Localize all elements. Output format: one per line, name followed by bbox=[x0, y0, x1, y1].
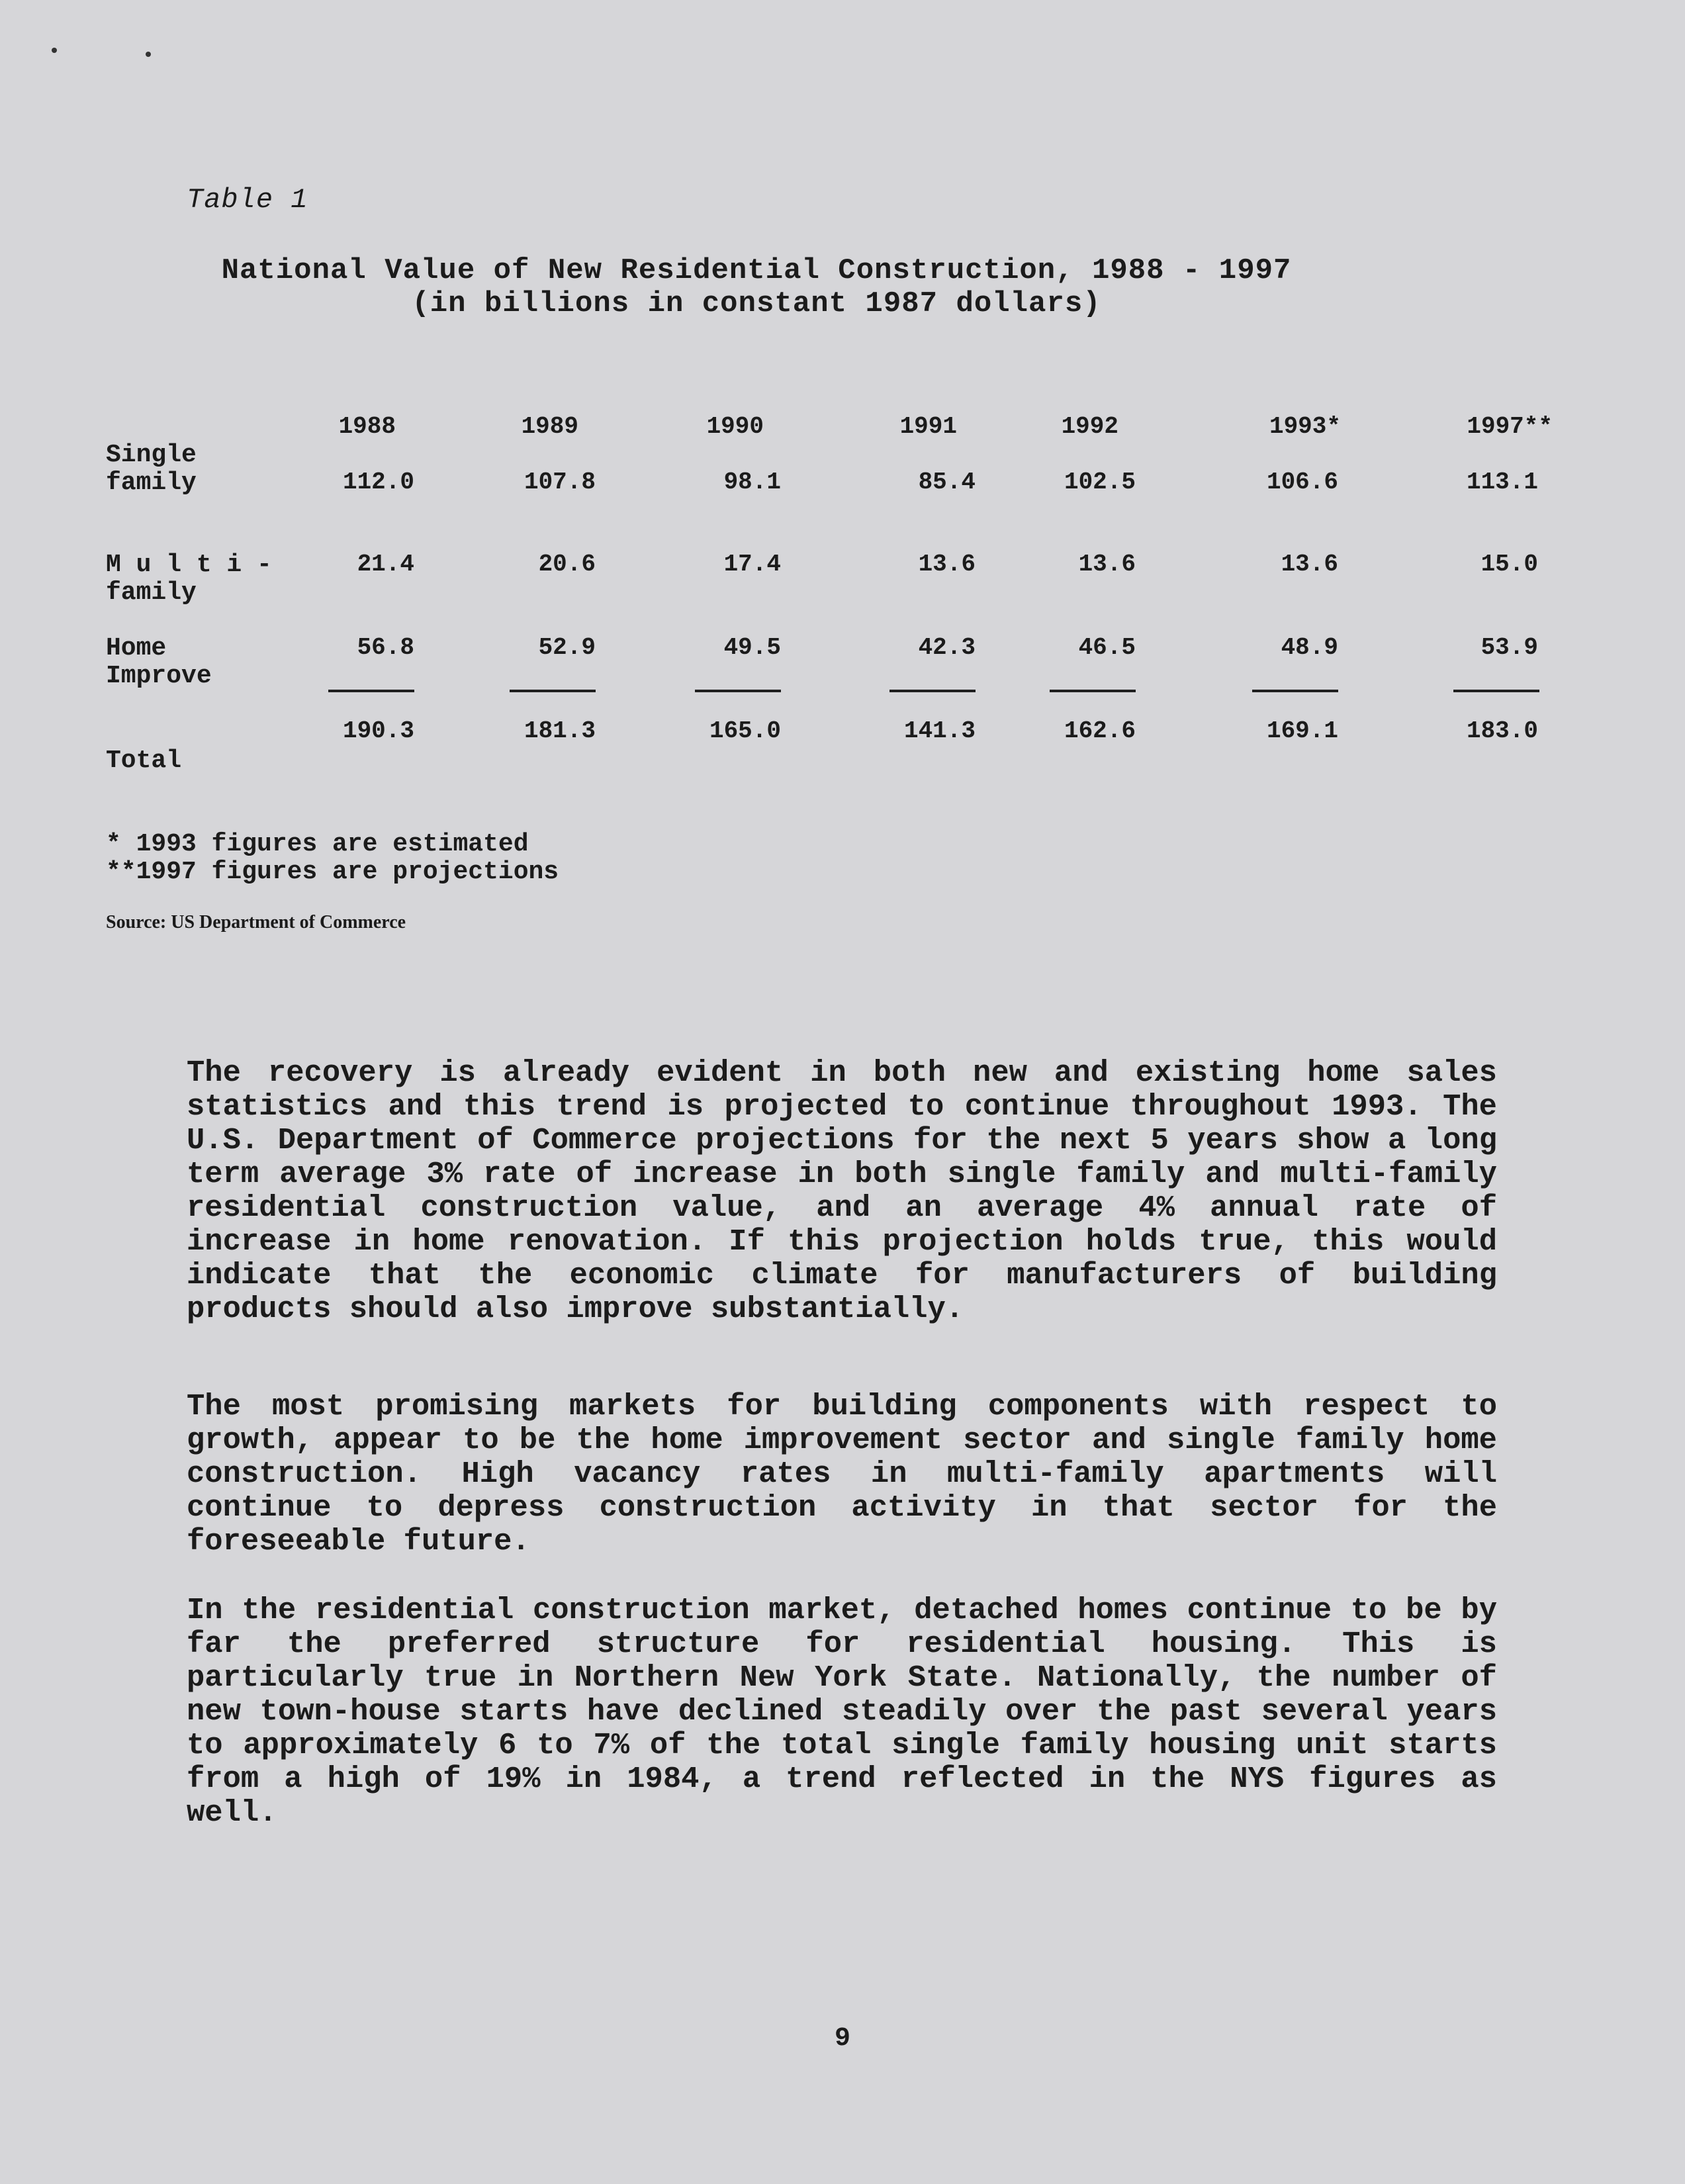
sum-rule bbox=[1453, 690, 1539, 692]
table-cell: 98.1 bbox=[723, 469, 781, 496]
row-label: Improve bbox=[106, 662, 212, 690]
column-header: 1997** bbox=[1467, 413, 1553, 440]
column-header: 1988 bbox=[338, 413, 396, 440]
total-cell: 165.0 bbox=[709, 717, 781, 745]
sum-rule bbox=[1252, 690, 1338, 692]
table-cell: 112.0 bbox=[342, 469, 414, 496]
table-cell: 113.1 bbox=[1466, 469, 1538, 496]
footnote-projections: **1997 figures are projections bbox=[106, 858, 559, 886]
total-cell: 190.3 bbox=[342, 717, 414, 745]
page-number: 9 bbox=[834, 2024, 850, 2054]
table-cell: 46.5 bbox=[1078, 634, 1136, 661]
table-cell: 48.9 bbox=[1281, 634, 1338, 661]
table-cell: 15.0 bbox=[1480, 551, 1538, 578]
table-cell: 106.6 bbox=[1266, 469, 1338, 496]
body-paragraph: The recovery is already evident in both new and existing home sales statistics and this trend is projected to continue throughout 1993. The U.S. Department of Commerce projections for the next 5 years show a long term average 3% rate of increase in both single family and multi-family residential construction value, and an average 4% annual rate of increase in home renovation. If this projection holds true, this would indicate that the economic climate for manufacturers of building products should also improve substantially. bbox=[187, 1056, 1497, 1326]
footnote-estimated: * 1993 figures are estimated bbox=[106, 830, 529, 858]
table-cell: 107.8 bbox=[524, 469, 596, 496]
table-title: National Value of New Residential Construction, 1988 - 1997 bbox=[221, 254, 1292, 287]
table-cell: 21.4 bbox=[357, 551, 414, 578]
total-cell: 169.1 bbox=[1266, 717, 1338, 745]
row-label: Home bbox=[106, 634, 167, 662]
sum-rule bbox=[328, 690, 414, 692]
row-label: family bbox=[106, 578, 197, 607]
sum-rule bbox=[510, 690, 596, 692]
table-cell: 42.3 bbox=[918, 634, 976, 661]
sum-rule bbox=[889, 690, 976, 692]
table-cell: 20.6 bbox=[538, 551, 596, 578]
row-label: family bbox=[106, 469, 197, 497]
total-cell: 141.3 bbox=[903, 717, 976, 745]
total-label: Total bbox=[106, 747, 182, 775]
total-cell: 181.3 bbox=[524, 717, 596, 745]
table-cell: 13.6 bbox=[918, 551, 976, 578]
body-paragraph: In the residential construction market, detached homes continue to be by far the preferred structure for residential housing. This is particularly true in Northern New York State. Nationally, the number of new town-house starts have declined steadily over the past several years to approximately 6 to 7% of the total single family housing unit starts from a high of 19% in 1984, a trend reflected in the NYS figures as well. bbox=[187, 1593, 1497, 1830]
table-cell: 49.5 bbox=[723, 634, 781, 661]
column-header: 1991 bbox=[899, 413, 957, 440]
sum-rule bbox=[695, 690, 781, 692]
column-header: 1989 bbox=[521, 413, 578, 440]
column-header: 1990 bbox=[706, 413, 764, 440]
table-caption: Table 1 bbox=[187, 184, 308, 216]
body-paragraph: The most promising markets for building components with respect to growth, appear to be the home improvement sector and single family home construction. High vacancy rates in multi-family apartments will continue to depress construction activity in that sector for the foreseeable future. bbox=[187, 1389, 1497, 1559]
total-cell: 183.0 bbox=[1466, 717, 1538, 745]
table-subtitle: (in billions in constant 1987 dollars) bbox=[412, 287, 1101, 320]
row-label: Single bbox=[106, 441, 197, 469]
table-cell: 13.6 bbox=[1078, 551, 1136, 578]
table-cell: 13.6 bbox=[1281, 551, 1338, 578]
total-cell: 162.6 bbox=[1064, 717, 1136, 745]
sum-rule bbox=[1050, 690, 1136, 692]
scan-speck bbox=[52, 48, 57, 53]
table-cell: 52.9 bbox=[538, 634, 596, 661]
column-header: 1993* bbox=[1269, 413, 1341, 440]
table-cell: 53.9 bbox=[1480, 634, 1538, 661]
source-note: Source: US Department of Commerce bbox=[106, 912, 406, 933]
column-header: 1992 bbox=[1061, 413, 1118, 440]
row-label: M u l t i - bbox=[106, 551, 272, 579]
scan-speck bbox=[146, 52, 151, 57]
table-cell: 102.5 bbox=[1064, 469, 1136, 496]
table-cell: 85.4 bbox=[918, 469, 976, 496]
table-cell: 17.4 bbox=[723, 551, 781, 578]
table-cell: 56.8 bbox=[357, 634, 414, 661]
